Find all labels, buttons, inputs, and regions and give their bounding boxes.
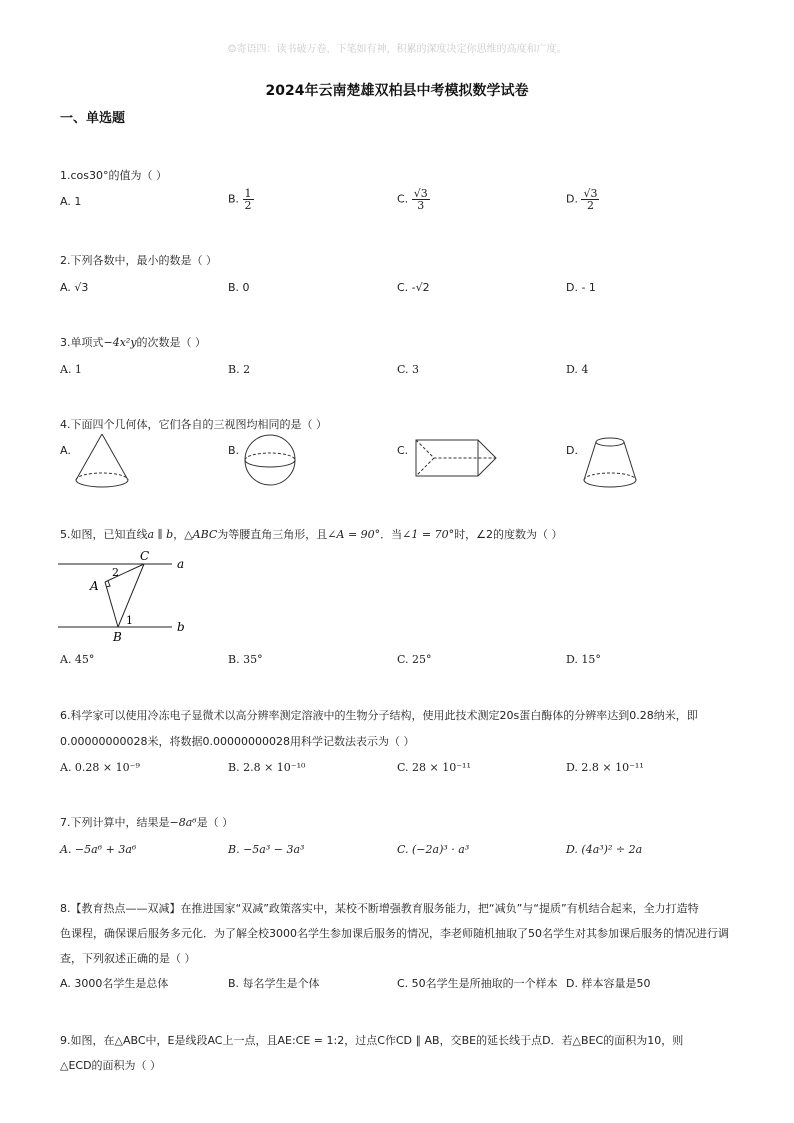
q7-option-c[interactable]: C. (−2a)³ · a³	[397, 843, 470, 856]
label-b: b	[177, 620, 185, 634]
stem-line: 6.科学家可以使用冷冻电子显微术以高分辨率测定溶液中的生物分子结构，使用此技术测定20s蛋白酶体的分辨率达到0.28纳米，即	[60, 709, 698, 722]
q3-option-a[interactable]: A. 1	[60, 363, 82, 376]
question-5-stem: 5.如图，已知直线a ∥ b，△ABC为等腰直角三角形，且∠A = 90°．当∠1 = 70°时，∠2的度数为（ ）	[60, 528, 563, 541]
option-label: B.	[228, 192, 240, 206]
q1-option-d[interactable]	[566, 188, 599, 211]
q6-option-c[interactable]: C. 28 × 10⁻¹¹	[397, 761, 471, 774]
fraction: $\frac{√3}{3}$	[413, 187, 428, 212]
sphere-figure	[240, 432, 300, 490]
q3-option-c[interactable]: C. 3	[397, 363, 420, 376]
question-1-stem: 1.cos30°的值为（ ）	[60, 169, 167, 182]
fraction: $\frac{√3}{2}$	[583, 187, 598, 212]
q4-option-c[interactable]: C.	[397, 444, 409, 457]
q8-option-b[interactable]: B. 每名学生是个体	[228, 977, 320, 990]
q1-option-c[interactable]	[397, 188, 430, 211]
q1-option-a[interactable]: A. 1	[60, 195, 82, 208]
label-a: a	[177, 557, 185, 571]
prism-figure	[412, 432, 502, 490]
stem-line: 9.如图，在△ABC中，E是线段AC上一点，且AE:CE = 1:2，过点C作CD ∥ AB，交BE的延长线于点D．若△BEC的面积为10，则	[60, 1034, 684, 1047]
q4-option-a[interactable]: A.	[60, 444, 71, 457]
label-angle-2: 2	[112, 566, 119, 579]
question-2-stem: 2.下列各数中，最小的数是（ ）	[60, 254, 217, 267]
q2-option-a[interactable]: A. √3	[60, 281, 89, 294]
question-9-stem	[60, 1028, 760, 1078]
question-8-stem	[60, 896, 760, 971]
option-label: D.	[566, 192, 578, 206]
q6-option-a[interactable]: A. 0.28 × 10⁻⁹	[60, 761, 140, 774]
q8-option-a[interactable]: A. 3000名学生是总体	[60, 977, 169, 990]
q4-option-b[interactable]: B.	[228, 444, 240, 457]
page-title: 2024年云南楚雄双柏县中考模拟数学试卷	[265, 83, 529, 99]
question-4-stem: 4.下面四个几何体，它们各自的三视图均相同的是（ ）	[60, 418, 327, 431]
q8-option-d[interactable]: D. 样本容量是50	[566, 977, 651, 990]
stem-line: 查，下列叙述正确的是（ ）	[60, 952, 196, 965]
q4-option-d[interactable]: D.	[566, 444, 578, 457]
frustum-figure	[580, 432, 640, 492]
label-B: B	[113, 630, 122, 644]
question-7-stem: 7.下列计算中，结果是−8a⁶是（ ）	[60, 816, 234, 829]
q5-option-d[interactable]: D. 15°	[566, 653, 601, 666]
label-angle-1: 1	[126, 614, 133, 627]
section-heading: 一、单选题	[60, 111, 126, 126]
q3-option-d[interactable]: D. 4	[566, 363, 589, 376]
stem-line: 0.00000000028米，将数据0.00000000028用科学记数法表示为（ ）	[60, 735, 415, 748]
q5-option-c[interactable]: C. 25°	[397, 653, 432, 666]
q7-option-a[interactable]: A. −5a⁶ + 3a⁶	[60, 843, 137, 856]
stem-line: △ECD的面积为（ ）	[60, 1059, 162, 1072]
q5-option-b[interactable]: B. 35°	[228, 653, 263, 666]
option-label: C.	[397, 192, 409, 206]
q8-option-c[interactable]: C. 50名学生是所抽取的一个样本	[397, 977, 558, 990]
question-3-stem: 3.单项式−4x²y的次数是（ ）	[60, 336, 207, 349]
label-A: A	[90, 579, 99, 593]
label-C: C	[140, 549, 150, 563]
stem-line: 色课程，确保课后服务多元化．为了解全校3000名学生参加课后服务的情况，李老师随机抽取了50名学生对其参加课后服务的情况进行调	[60, 927, 729, 940]
q7-option-b[interactable]: B. −5a³ − 3a³	[228, 843, 305, 856]
cone-figure	[72, 432, 132, 490]
q6-option-d[interactable]: D. 2.8 × 10⁻¹¹	[566, 761, 644, 774]
motto-watermark: ☺寄语四：读书破万卷，下笔如有神，积累的深度决定你思维的高度和广度。	[227, 44, 567, 55]
fraction: $\frac{1}{2}$	[244, 187, 252, 212]
q2-option-d[interactable]: D. - 1	[566, 281, 596, 294]
q2-option-c[interactable]: C. -√2	[397, 281, 430, 294]
stem-line: 8.【教育热点——双减】在推进国家“双减”政策落实中，某校不断增强教育服务能力，把“减负”与“提质”有机结合起来，全力打造特	[60, 902, 699, 915]
q5-option-a[interactable]: A. 45°	[60, 653, 95, 666]
q6-option-b[interactable]: B. 2.8 × 10⁻¹⁰	[228, 761, 306, 774]
question-6-stem	[60, 705, 750, 753]
q1-option-b[interactable]	[228, 188, 254, 211]
parallel-lines-triangle-figure	[56, 548, 196, 646]
q7-option-d[interactable]: D. (4a³)² ÷ 2a	[566, 843, 643, 856]
q2-option-b[interactable]: B. 0	[228, 281, 250, 294]
q3-option-b[interactable]: B. 2	[228, 363, 251, 376]
